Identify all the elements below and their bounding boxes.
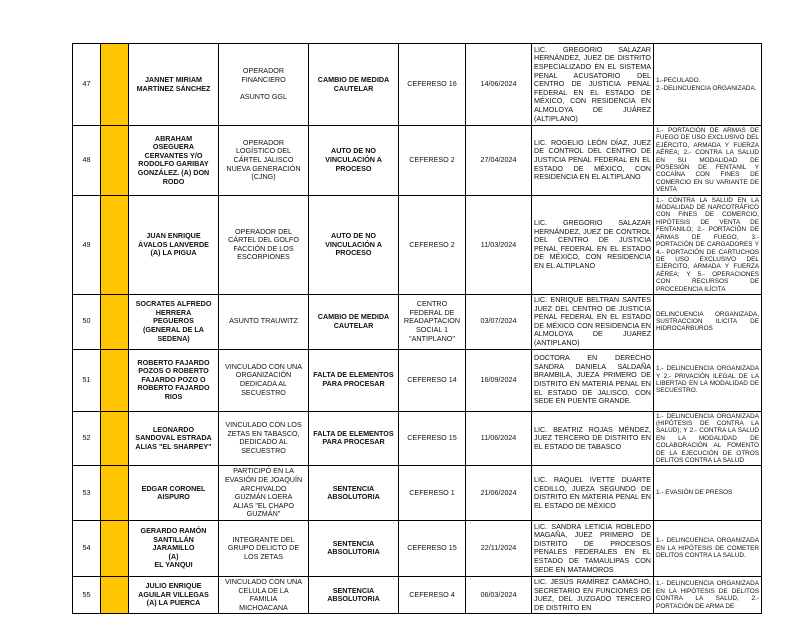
highlight-cell (101, 411, 129, 466)
date: 11/06/2024 (466, 411, 532, 466)
person-name: GERARDO RAMÓN SANTILLÁN JARAMILLO (A) EL YANQUI (129, 520, 219, 576)
person-name: LEONARDO SANDOVAL ESTRADA ALIAS "EL SHARPEY" (129, 411, 219, 466)
person-name: JULIO ENRIQUE AGUILAR VILLEGAS (A) LA PUERCA (129, 576, 219, 613)
judge: LIC. ROGELIO LEÓN DÍAZ, JUEZ DE CONTROL DEL CENTRO DE JUSTICIA PENAL FEDERAL EN EL ESTADO DE MÉXICO, CON RESIDENCIA EN EL ALTIPLANO (532, 126, 654, 196)
prison: CEFERESO 2 (399, 126, 466, 196)
case-description: ASUNTO TRAUWITZ (219, 294, 309, 349)
case-description: OPERADOR LOGÍSTICO DEL CÁRTEL JALISCO NUEVA GENERACIÓN (CJNG) (219, 126, 309, 196)
date: 21/06/2024 (466, 466, 532, 521)
row-number: 55 (73, 576, 101, 613)
prison: CEFERESO 14 (399, 349, 466, 411)
offenses: 1.-PECULADO. 2.-DELINCUENCIA ORGANIZADA. (654, 44, 762, 126)
date: 16/09/2024 (466, 349, 532, 411)
person-name: JANNET MIRIAM MARTÍNEZ SÁNCHEZ (129, 44, 219, 126)
judge: LIC. JESÚS RAMÍREZ CAMACHO, SECRETARIO EN FUNCIONES DE JUEZ, DEL JUZGADO TERCERO DE DISTRITO EN (532, 576, 654, 613)
date: 11/03/2024 (466, 195, 532, 294)
date: 03/07/2024 (466, 294, 532, 349)
case-description: VINCULADO CON LOS ZETAS EN TABASCO, DEDICADO AL SECUESTRO (219, 411, 309, 466)
prison: CEFERESO 2 (399, 195, 466, 294)
row-number: 47 (73, 44, 101, 126)
row-number: 48 (73, 126, 101, 196)
highlight-cell (101, 126, 129, 196)
case-description: INTEGRANTE DEL GRUPO DELICTO DE LOS ZETAS (219, 520, 309, 576)
resolution-type: CAMBIO DE MEDIDA CAUTELAR (309, 44, 399, 126)
prison: CEFERESO 16 (399, 44, 466, 126)
resolution-type: SENTENCIA ABSOLUTORIA (309, 466, 399, 521)
prison: CEFERESO 4 (399, 576, 466, 613)
table-row (73, 44, 762, 126)
judge: LIC. GREGORIO SALAZAR HERNÁNDEZ, JUEZ DE DISTRITO ESPECIALIZADO EN EL SISTEMA PENAL ACUSATORIO DEL CENTRO DE JUSTICIA PENAL FEDERAL EN EL ESTADO DE MÉXICO, CON RESIDENCIA EN ALMOLOYA DE JUÁREZ (ALTIPLANO) (532, 44, 654, 126)
person-name: SOCRATES ALFREDO HERRERA PEGUEROS (GENERAL DE LA SEDENA) (129, 294, 219, 349)
case-description: OPERADOR DEL CÁRTEL DEL GOLFO FACCIÓN DE LOS ESCORPIONES (219, 195, 309, 294)
person-name: ROBERTO FAJARDO POZOS O ROBERTO FAJARDO POZO O ROBERTO FAJARDO RIOS (129, 349, 219, 411)
highlight-cell (101, 294, 129, 349)
case-description: VINCULADO CON UNA CELULA DE LA FAMILIA MICHOACANA (219, 576, 309, 613)
offenses: 1.- DELINCUENCIA ORGANIZADA EN LA HIPÓTESIS DE COMETER DELITOS CONTRA LA SALUD. (654, 520, 762, 576)
prison: CEFERESO 15 (399, 411, 466, 466)
prison: CENTRO FEDERAL DE READAPTACION SOCIAL 1 "ANTIPLANO" (399, 294, 466, 349)
offenses: 1.- CONTRA LA SALUD EN LA MODALIDAD DE NARCOTRÁFICO CON FINES DE COMERCIO, HIPÓTESIS DE VENTA DE FENTANILO; 2.- PORTACIÓN DE ARMAS DE FUEGO, 3.- PORTACIÓN DE CARGADORES Y 4.- PORTACIÓN DE CARTUCHOS DE USO EXCLUSIVO DEL EJÉRCITO, ARMADA Y FUERZA AÉREA; Y 5.- OPERACIONES CON RECURSOS DE PROCEDENCIA ILÍCITA (654, 195, 762, 294)
table-row (73, 349, 762, 411)
resolution-type: AUTO DE NO VINCULACIÓN A PROCESO (309, 195, 399, 294)
date: 14/06/2024 (466, 44, 532, 126)
resolution-type: FALTA DE ELEMENTOS PARA PROCESAR (309, 411, 399, 466)
resolution-type: FALTA DE ELEMENTOS PARA PROCESAR (309, 349, 399, 411)
person-name: JUAN ENRIQUE ÁVALOS LANVERDE (A) LA PIGUA (129, 195, 219, 294)
offenses: 1.- PORTACIÓN DE ARMAS DE FUEGO DE USO EXCLUSIVO DEL EJÉRCITO, ARMADA Y FUERZA AÉREA; 2.- CONTRA LA SALUD EN SU MODALIDAD DE POSESIÓN DE FENTANIL Y COCAÍNA CON FINES DE COMERCIO EN SU VARIANTE DE VENTA (654, 126, 762, 196)
table-row (73, 411, 762, 466)
highlight-cell (101, 576, 129, 613)
person-name: ABRAHAM OSEGUERA CERVANTES Y/O RODOLFO GARIBAY GONZÁLEZ. (A) DON RODO (129, 126, 219, 196)
row-number: 52 (73, 411, 101, 466)
date: 06/03/2024 (466, 576, 532, 613)
judge: LIC. RAQUEL IVETTE DUARTE CEDILLO, JUEZA SEGUNDO DE DISTRITO EN MATERIA PENAL EN EL ESTADO DE MÉXICO (532, 466, 654, 521)
table-row (73, 126, 762, 196)
row-number: 53 (73, 466, 101, 521)
offenses: 1.- EVASIÓN DE PRESOS (654, 466, 762, 521)
case-description: PARTICIPÓ EN LA EVASIÓN DE JOAQUÍN ARCHIVALDO GUZMÁN LOERA ALIAS "EL CHAPO GUZMÁN" (219, 466, 309, 521)
date: 27/04/2024 (466, 126, 532, 196)
judge: DOCTORA EN DERECHO SANDRA DANIELA SALDAÑA BRAMBILA, JUEZA PRIMERO DE DISTRITO EN MATERIA PENAL EN EL ESTADO DE JALISCO, CON SEDE EN PUENTE GRANDE. (532, 349, 654, 411)
case-description: OPERADOR FINANCIERO ASUNTO GGL (219, 44, 309, 126)
row-number: 50 (73, 294, 101, 349)
case-description: VINCULADO CON UNA ORGANIZACIÓN DEDICADA AL SECUESTRO (219, 349, 309, 411)
offenses: DELINCUENCIA ORGANIZADA, SUSTRACCION ILICITA DE HIDROCARBUROS (654, 294, 762, 349)
table-row (73, 576, 762, 613)
row-number: 51 (73, 349, 101, 411)
resolution-type: SENTENCIA ABSOLUTORIA (309, 576, 399, 613)
highlight-cell (101, 466, 129, 521)
judge: LIC. SANDRA LETICIA ROBLEDO MAGAÑA, JUEZ PRIMERO DE DISTRITO DE PROCESOS PENALES FEDERALES EN EL ESTADO DE TAMAULIPAS CON SEDE EN MATAMOROS (532, 520, 654, 576)
cases-table (72, 43, 762, 614)
highlight-cell (101, 195, 129, 294)
prison: CEFERESO 1 (399, 466, 466, 521)
table-row (73, 466, 762, 521)
judge: LIC. GREGORIO SALAZAR HERNÁNDEZ, JUEZ DE CONTROL DEL CENTRO DE JUSTICIA PENAL FEDERAL EN EL ESTADO DE MÉXICO, CON RESIDENCIA EN EL ALTIPLANO (532, 195, 654, 294)
table-row (73, 294, 762, 349)
judge: LIC. ENRIQUE BELTRAN SANTES JUEZ DEL CENTRO DE JUSTICIA PENAL FEDERAL EN EL ESTADO DE MÉXICO CON RESIDENCIA EN ALMOLOYA DE JUAREZ (ANTIPLANO) (532, 294, 654, 349)
table-row (73, 520, 762, 576)
table-row (73, 195, 762, 294)
offenses: 1.- DELINCUENCIA ORGANIZADA Y 2.- PRIVACIÓN ILEGAL DE LA LIBERTAD EN LA MODALIDAD DE SECUESTRO. (654, 349, 762, 411)
offenses: 1.- DELINCUENCIA ORGANIZADA EN LA HIPÓTESIS DE DELITOS CONTRA LA SALUD, 2.- PORTACIÓN DE ARMA DE (654, 576, 762, 613)
offenses: 1.- DELINCUENCIA ORGANIZADA (HIPÓTESIS DE CONTRA LA SALUD); Y 2.- CONTRA LA SALUD EN LA MODALIDAD DE COLABORACIÓN AL FOMENTO DE LA EJECUCIÓN DE OTROS DELITOS CONTRA LA SALUD (654, 411, 762, 466)
person-name: EDGAR CORONEL AISPURO (129, 466, 219, 521)
row-number: 54 (73, 520, 101, 576)
resolution-type: AUTO DE NO VINCULACIÓN A PROCESO (309, 126, 399, 196)
prison: CEFERESO 15 (399, 520, 466, 576)
resolution-type: CAMBIO DE MEDIDA CAUTELAR (309, 294, 399, 349)
resolution-type: SENTENCIA ABSOLUTORIA (309, 520, 399, 576)
highlight-cell (101, 520, 129, 576)
row-number: 49 (73, 195, 101, 294)
highlight-cell (101, 44, 129, 126)
highlight-cell (101, 349, 129, 411)
judge: LIC. BEATRIZ ROJAS MÉNDEZ, JUEZ TERCERO DE DISTRITO EN EL ESTADO DE TABASCO (532, 411, 654, 466)
date: 22/11/2024 (466, 520, 532, 576)
